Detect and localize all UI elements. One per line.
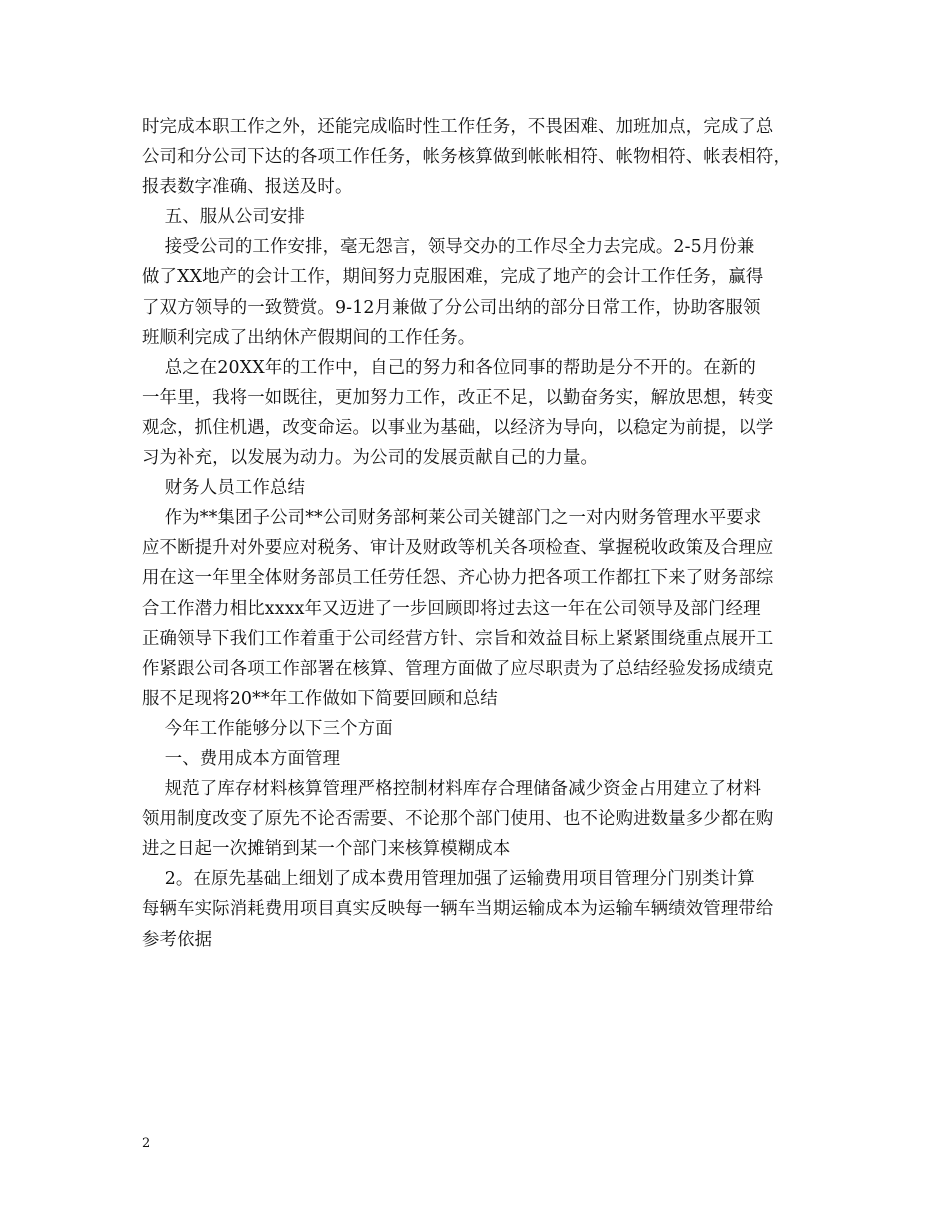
text-line: 一年里，我将一如既往，更加努力工作，改正不足，以勤奋务实，解放思想，转变 xyxy=(142,387,774,408)
section-heading: 今年工作能够分以下三个方面 xyxy=(142,718,393,739)
text-line: 做了XX地产的会计工作，期间努力克服困难，完成了地产的会计工作任务，赢得 xyxy=(142,267,764,288)
text-line: 领用制度改变了原先不论否需要、不论那个部门使用、也不论购进数量多少都在购 xyxy=(142,809,774,830)
text-line: 时完成本职工作之外，还能完成临时性工作任务，不畏困难、加班加点，完成了总 xyxy=(142,117,774,137)
text-line: 作为**集团子公司**公司财务部柯莱公司关键部门之一对内财务管理水平要求 xyxy=(142,508,762,529)
text-line: 2。在原先基础上细划了成本费用管理加强了运输费用项目管理分门别类计算 xyxy=(142,869,755,890)
text-line: 用在这一年里全体财务部员工任劳任怨、齐心协力把各项工作都扛下来了财务部综 xyxy=(142,568,774,589)
document-body xyxy=(142,112,826,955)
text-line: 习为补充，以发展为动力。为公司的发展贡献自己的力量。 xyxy=(142,448,599,469)
text-line: 应不断提升对外要应对税务、审计及财政等机关各项检查、掌握税收政策及合理应 xyxy=(142,538,774,559)
section-heading: 一、费用成本方面管理 xyxy=(142,748,341,769)
section-heading: 五、服从公司安排 xyxy=(142,207,306,228)
text-line: 服不足现将20**年工作做如下简要回顾和总结 xyxy=(142,688,498,709)
text-line: 报表数字准确、报送及时。 xyxy=(142,177,353,198)
text-line: 总之在20XX年的工作中，自己的努力和各位同事的帮助是分不开的。在新的 xyxy=(142,357,756,378)
text-line: 每辆车实际消耗费用项目真实反映每一辆车当期运输成本为运输车辆绩效管理带给 xyxy=(142,899,774,920)
text-line: 班顺利完成了出纳休产假期间的工作任务。 xyxy=(142,327,476,348)
text-line: 观念，抓住机遇，改变命运。以事业为基础，以经济为导向，以稳定为前提，以学 xyxy=(142,417,774,438)
text-line: 参考依据 xyxy=(142,929,213,950)
text-line: 进之日起一次摊销到某一个部门来核算模糊成本 xyxy=(142,839,511,860)
text-line: 接受公司的工作安排，毫无怨言，领导交办的工作尽全力去完成。2-5月份兼 xyxy=(142,237,755,258)
page-number: 2 xyxy=(142,1136,151,1151)
section-heading: 财务人员工作总结 xyxy=(142,478,306,499)
text-line: 了双方领导的一致赞赏。9-12月兼做了分公司出纳的部分日常工作，协助客服领 xyxy=(142,297,761,318)
text-line: 正确领导下我们工作着重于公司经营方针、宗旨和效益目标上紧紧围绕重点展开工 xyxy=(142,628,774,649)
text-line: 公司和分公司下达的各项工作任务，帐务核算做到帐帐相符、帐物相符、帐表相符， xyxy=(142,147,792,168)
text-line: 作紧跟公司各项工作部署在核算、管理方面做了应尽职责为了总结经验发扬成绩克 xyxy=(142,658,774,679)
text-line: 合工作潜力相比xxxx年又迈进了一步回顾即将过去这一年在公司领导及部门经理 xyxy=(142,598,761,619)
text-line: 规范了库存材料核算管理严格控制材料库存合理储备减少资金占用建立了材料 xyxy=(142,779,762,800)
